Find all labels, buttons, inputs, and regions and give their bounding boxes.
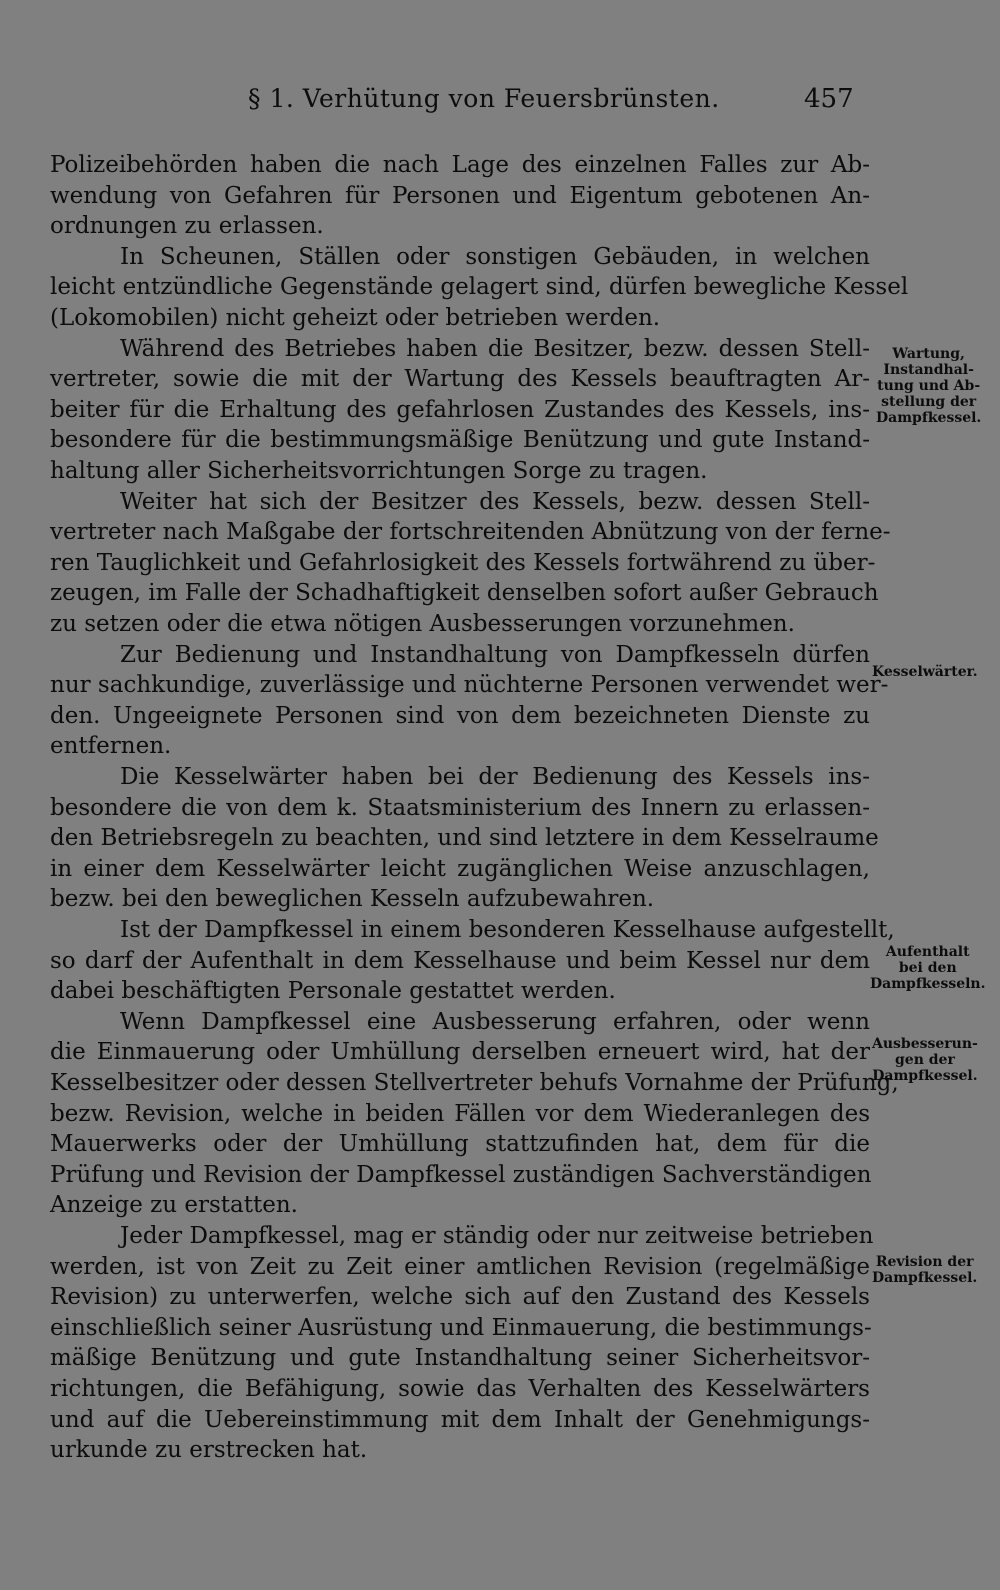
page-number: 457: [804, 84, 854, 114]
text-line: beiter für die Erhaltung des gefahrlosen Zustandes des Kessels, ins-: [50, 396, 870, 423]
margin-note-line: Kesselwärter.: [872, 664, 978, 680]
margin-note-line: tung und Ab-: [877, 378, 981, 394]
margin-note-line: Dampfkessel.: [872, 1068, 978, 1084]
text-line: wendung von Gefahren für Personen und Eigentum gebotenen An-: [50, 182, 870, 209]
text-line: Weiter hat sich der Besitzer des Kessels, bezw. dessen Stell-: [120, 488, 870, 515]
text-line: Prüfung und Revision der Dampfkessel zuständigen Sachverständigen: [50, 1161, 872, 1188]
text-line: In Scheunen, Ställen oder sonstigen Gebäuden, in welchen: [120, 243, 870, 270]
margin-note-revision: [872, 1254, 977, 1286]
text-line: Revision) zu unterwerfen, welche sich auf den Zustand des Kessels: [50, 1284, 870, 1311]
text-line: den. Ungeeignete Personen sind von dem bezeichneten Dienste zu: [50, 702, 870, 729]
text-line: haltung aller Sicherheitsvorrichtungen Sorge zu tragen.: [50, 458, 708, 484]
text-line: leicht entzündliche Gegenstände gelagert sind, dürfen bewegliche Kessel: [50, 274, 909, 301]
text-line: zeugen, im Falle der Schadhaftigkeit denselben sofort außer Gebrauch: [50, 580, 879, 607]
text-line: bezw. Revision, welche in beiden Fällen vor dem Wiederanlegen des: [50, 1100, 870, 1127]
text-line: vertreter nach Maßgabe der fortschreitenden Abnützung von der ferne-: [50, 519, 891, 546]
text-line: bezw. bei den beweglichen Kesseln aufzubewahren.: [50, 886, 655, 913]
margin-note-line: Ausbesserun-: [872, 1036, 978, 1052]
text-line: in einer dem Kesselwärter leicht zugänglichen Weise anzuschlagen,: [50, 855, 870, 882]
text-line: einschließlich seiner Ausrüstung und Einmauerung, die bestimmungs-: [50, 1314, 872, 1341]
text-line: vertreter, sowie die mit der Wartung des Kessels beauftragten Ar-: [50, 366, 870, 393]
text-line: Während des Betriebes haben die Besitzer, bezw. dessen Stell-: [120, 335, 870, 362]
text-line: Jeder Dampfkessel, mag er ständig oder nur zeitweise betrieben: [120, 1223, 874, 1249]
text-line: den Betriebsregeln zu beachten, und sind letztere in dem Kesselraume: [50, 825, 879, 852]
text-line: Zur Bedienung und Instandhaltung von Dampfkesseln dürfen: [120, 641, 870, 668]
margin-note-line: Instandhal-: [883, 362, 974, 378]
margin-note-aufenthalt: [870, 944, 986, 992]
text-line: Mauerwerks oder der Umhüllung stattzufinden hat, dem für die: [50, 1131, 870, 1158]
running-header: [0, 84, 1000, 124]
text-line: urkunde zu erstrecken hat.: [50, 1437, 368, 1464]
text-line: Polizeibehörden haben die nach Lage des einzelnen Falles zur Ab-: [50, 152, 870, 178]
text-line: Anzeige zu erstatten.: [50, 1192, 298, 1219]
text-line: dabei beschäftigten Personale gestattet werden.: [50, 978, 616, 1005]
margin-note-line: Dampfkessel.: [876, 410, 982, 426]
margin-note-line: Dampfkesseln.: [870, 976, 986, 992]
margin-note-wartung: [876, 346, 981, 426]
text-line: entfernen.: [50, 733, 172, 760]
text-line: mäßige Benützung und gute Instandhaltung seiner Sicherheitsvor-: [50, 1345, 870, 1372]
text-line: und auf die Uebereinstimmung mit dem Inhalt der Genehmigungs-: [50, 1406, 870, 1433]
margin-note-line: Wartung,: [892, 346, 965, 362]
margin-note-line: Aufenthalt: [885, 944, 970, 960]
margin-note-ausbesserungen: [872, 1036, 978, 1084]
text-line: so darf der Aufenthalt in dem Kesselhause und beim Kessel nur dem: [50, 947, 870, 974]
section-title: § 1. Verhütung von Feuersbrünsten.: [248, 84, 720, 113]
margin-note-line: gen der: [895, 1052, 955, 1068]
margin-note-line: Dampfkessel.: [872, 1270, 978, 1286]
margin-note-line: Revision der: [875, 1254, 974, 1270]
text-line: ren Tauglichkeit und Gefahrlosigkeit des Kessels fortwährend zu über-: [50, 549, 876, 576]
text-line: Wenn Dampfkessel eine Ausbesserung erfahren, oder wenn: [120, 1008, 870, 1035]
text-line: besondere die von dem k. Staatsministerium des Innern zu erlassen-: [50, 794, 870, 821]
margin-note-line: stellung der: [881, 394, 977, 410]
text-line: richtungen, die Befähigung, sowie das Verhalten des Kesselwärters: [50, 1376, 870, 1402]
margin-note-kesselwaerter: [872, 664, 978, 680]
text-line: Kesselbesitzer oder dessen Stellvertreter behufs Vornahme der Prüfung,: [50, 1070, 899, 1096]
text-line: zu setzen oder die etwa nötigen Ausbesserungen vorzunehmen.: [50, 611, 795, 637]
text-line: besondere für die bestimmungsmäßige Benützung und gute Instand-: [50, 427, 870, 454]
text-line: die Einmauerung oder Umhüllung derselben erneuert wird, hat der: [50, 1039, 870, 1066]
text-line: (Lokomobilen) nicht geheizt oder betrieben werden.: [50, 305, 661, 331]
text-line: ordnungen zu erlassen.: [50, 213, 324, 240]
text-line: Die Kesselwärter haben bei der Bedienung des Kessels ins-: [120, 764, 870, 790]
text-line: werden, ist von Zeit zu Zeit einer amtlichen Revision (regelmäßige: [50, 1253, 870, 1280]
margin-note-line: bei den: [898, 960, 957, 976]
text-line: Ist der Dampfkessel in einem besonderen Kesselhause aufgestellt,: [120, 917, 895, 943]
text-line: nur sachkundige, zuverlässige und nüchterne Personen verwendet wer-: [50, 672, 889, 699]
